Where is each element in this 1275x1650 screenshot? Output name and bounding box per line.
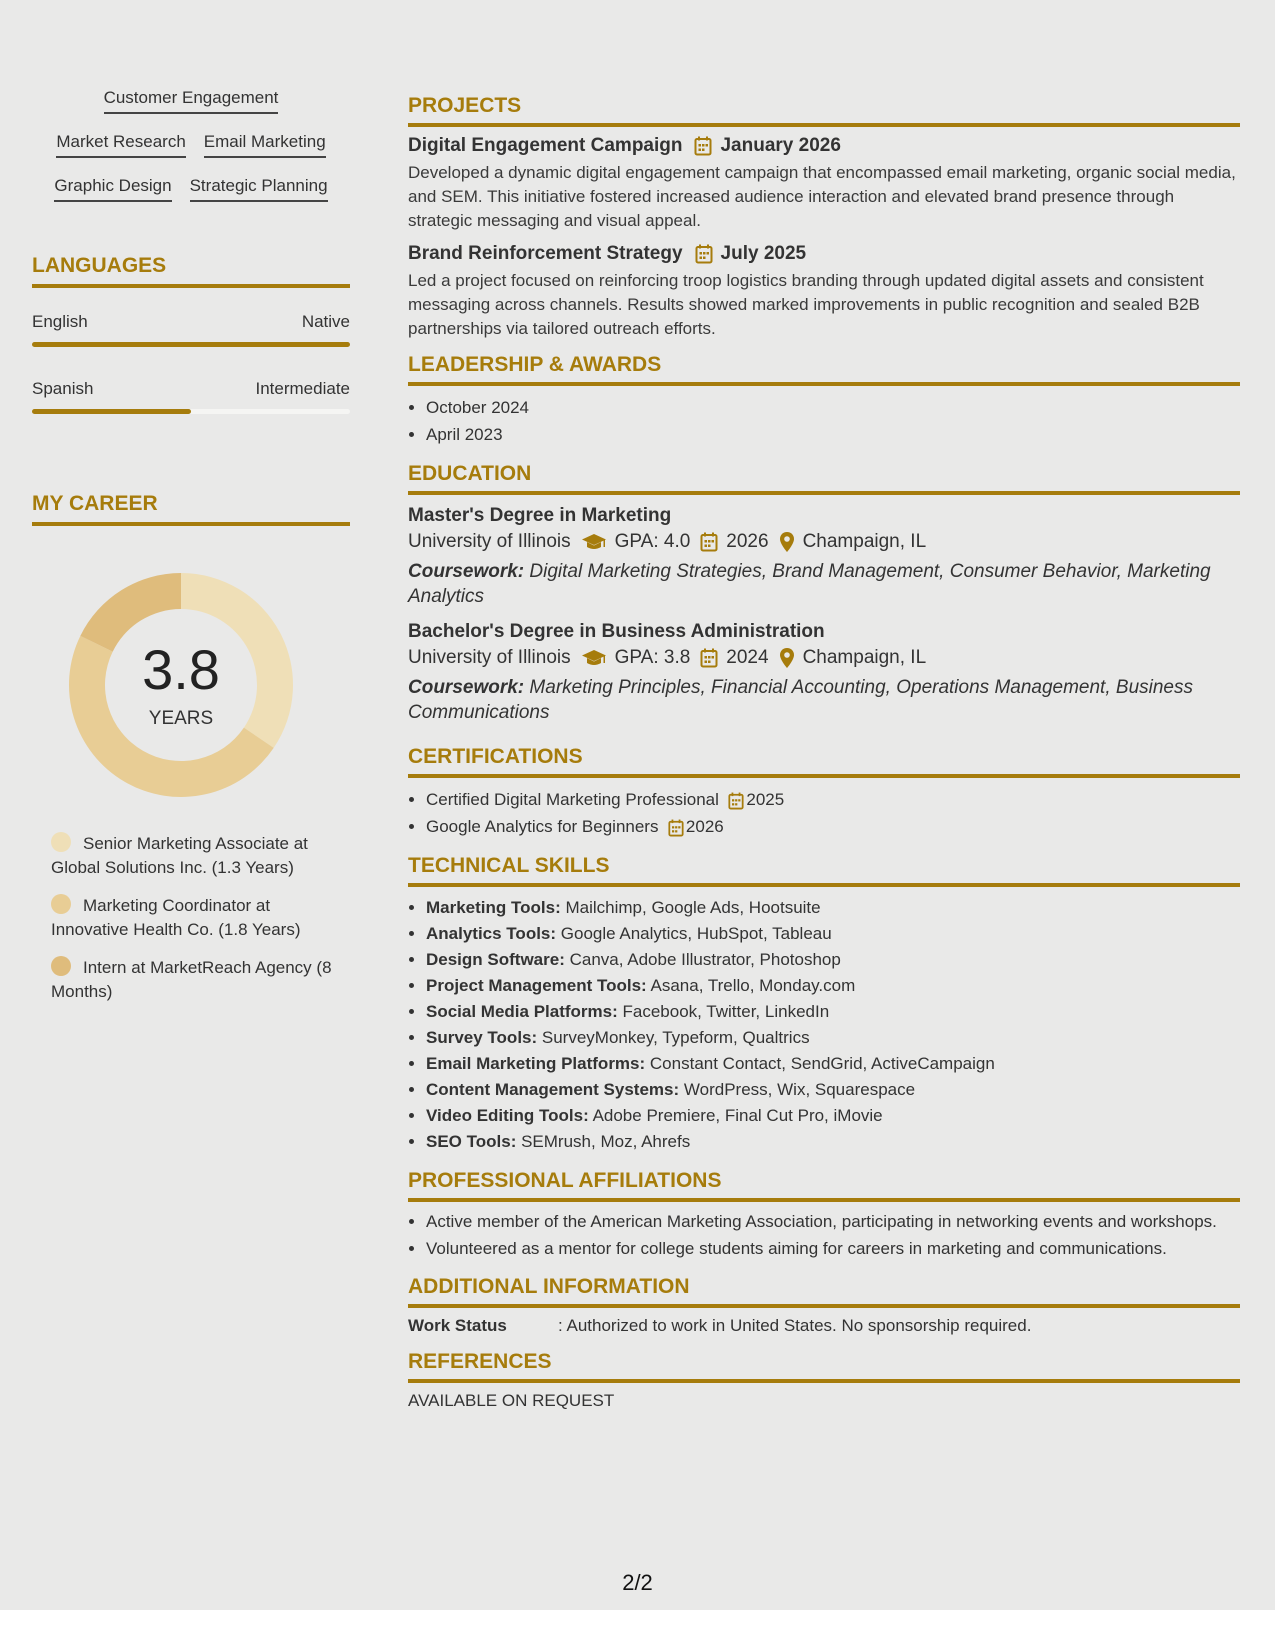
references-value: AVAILABLE ON REQUEST	[408, 1391, 615, 1410]
technical-skill-item	[426, 1103, 1240, 1129]
affiliations-list	[408, 1210, 1240, 1261]
project-description: Led a project focused on reinforcing troop logistics branding through updated digital assets and consistent messaging across channels. Results showed marked improvements in public recognition and sealed B2B partnerships via tailored outreach efforts.	[408, 271, 1204, 338]
skill-chip: Strategic Planning	[190, 176, 328, 202]
list-item: • Volunteered as a mentor for college students aiming for careers in marketing and communications.	[426, 1237, 1240, 1261]
school-name: University of Illinois	[408, 531, 571, 552]
location-pin-icon	[779, 647, 795, 669]
technical-skill-item	[426, 999, 1240, 1025]
leadership-heading: LEADERSHIP & AWARDS	[408, 353, 1240, 386]
coursework: Marketing Principles, Financial Accounting, Operations Management, Business Communications	[408, 677, 1193, 723]
technical-skill-label: Survey Tools:	[426, 1028, 538, 1047]
calendar-icon	[728, 792, 744, 810]
project-title: Brand Reinforcement Strategy	[408, 243, 683, 264]
career-legend-item	[51, 832, 341, 880]
leadership-list	[408, 394, 1240, 448]
technical-skill-item	[426, 895, 1240, 921]
coursework-label: Coursework:	[408, 561, 525, 582]
language-bar-fill	[32, 409, 191, 414]
technical-skill-value: SEMrush, Moz, Ahrefs	[521, 1132, 691, 1151]
skill-chip: Email Marketing	[204, 132, 326, 158]
project-item	[408, 243, 1240, 341]
technical-skill-item	[426, 1129, 1240, 1155]
project-item	[408, 135, 1240, 233]
career-total: 3.8	[142, 638, 220, 701]
technical-skill-value: Canva, Adobe Illustrator, Photoshop	[569, 950, 841, 969]
certification-year: 2025	[746, 790, 785, 809]
calendar-icon	[694, 136, 712, 156]
list-item: • Active member of the American Marketing Association, participating in networking events and workshops.	[426, 1210, 1240, 1234]
technical-skill-value: Adobe Premiere, Final Cut Pro, iMovie	[592, 1106, 883, 1125]
legend-dot	[51, 832, 71, 852]
certification-name: Google Analytics for Beginners	[426, 817, 659, 836]
technical-skill-item	[426, 1077, 1240, 1103]
list-item: • October 2024	[426, 394, 1240, 421]
technical-skill-value: WordPress, Wix, Squarespace	[683, 1080, 916, 1099]
certifications-list	[408, 786, 1240, 840]
calendar-icon	[700, 648, 718, 668]
education-item	[408, 505, 1240, 609]
certifications-heading: CERTIFICATIONS	[408, 745, 1240, 778]
work-status-label: Work Status	[408, 1316, 507, 1335]
additional-info-heading: ADDITIONAL INFORMATION	[408, 1275, 1240, 1308]
technical-skill-value: Asana, Trello, Monday.com	[650, 976, 856, 995]
project-date: January 2026	[720, 135, 841, 156]
language-level: Native	[301, 312, 350, 331]
right-column	[408, 94, 1240, 1411]
technical-skill-label: Design Software:	[426, 950, 565, 969]
technical-skill-value: Mailchimp, Google Ads, Hootsuite	[565, 898, 821, 917]
career-unit: YEARS	[148, 708, 214, 729]
projects-heading: PROJECTS	[408, 94, 1240, 127]
language-name: English	[32, 312, 88, 331]
location: Champaign, IL	[802, 647, 927, 668]
technical-skill-label: Marketing Tools:	[426, 898, 561, 917]
gpa: GPA: 3.8	[614, 647, 691, 668]
career-heading: MY CAREER	[32, 492, 350, 526]
language-name: Spanish	[32, 379, 94, 398]
technical-skill-value: Google Analytics, HubSpot, Tableau	[560, 924, 832, 943]
technical-skill-label: Project Management Tools:	[426, 976, 647, 995]
language-bar	[32, 342, 350, 347]
technical-skill-item	[426, 973, 1240, 999]
affiliations-heading: PROFESSIONAL AFFILIATIONS	[408, 1169, 1240, 1202]
work-status-value: : Authorized to work in United States. No sponsorship required.	[558, 1316, 1032, 1335]
graduation-year: 2024	[726, 647, 769, 668]
graduation-year: 2026	[726, 531, 769, 552]
coursework-label: Coursework:	[408, 677, 525, 698]
gpa: GPA: 4.0	[614, 531, 691, 552]
technical-skill-item	[426, 921, 1240, 947]
certification-name: Certified Digital Marketing Professional	[426, 790, 719, 809]
career-legend-item	[51, 894, 341, 942]
technical-skill-label: Video Editing Tools:	[426, 1106, 589, 1125]
technical-skills-heading: TECHNICAL SKILLS	[408, 854, 1240, 887]
list-item	[426, 786, 1240, 813]
education-heading: EDUCATION	[408, 462, 1240, 495]
languages-heading: LANGUAGES	[32, 254, 350, 288]
career-legend-label: Senior Marketing Associate at Global Solutions Inc. (1.3 Years)	[51, 834, 308, 877]
technical-skill-label: Content Management Systems:	[426, 1080, 680, 1099]
school-name: University of Illinois	[408, 647, 571, 668]
career-legend-label: Marketing Coordinator at Innovative Health Co. (1.8 Years)	[51, 896, 301, 939]
career-donut	[66, 570, 296, 800]
skill-chip: Market Research	[56, 132, 185, 158]
project-date: July 2025	[720, 243, 807, 264]
language-item	[32, 379, 350, 414]
left-column	[32, 88, 350, 1018]
graduation-cap-icon	[581, 532, 607, 552]
references-heading: REFERENCES	[408, 1350, 1240, 1383]
technical-skill-label: Social Media Platforms:	[426, 1002, 618, 1021]
language-bar-fill	[32, 342, 350, 347]
certification-year: 2026	[685, 817, 724, 836]
technical-skill-item	[426, 1051, 1240, 1077]
work-status	[408, 1316, 1240, 1336]
list-item	[426, 813, 1240, 840]
degree-title: Master's Degree in Marketing	[408, 505, 672, 526]
technical-skill-item	[426, 1025, 1240, 1051]
technical-skill-value: Facebook, Twitter, LinkedIn	[622, 1002, 830, 1021]
calendar-icon	[695, 244, 713, 264]
career-legend-item	[51, 956, 341, 1004]
location-pin-icon	[779, 531, 795, 553]
project-description: Developed a dynamic digital engagement campaign that encompassed email marketing, organic social media, and SEM. This initiative fostered increased audience interaction and elevated brand presence through strategic messaging and visual appeal.	[408, 163, 1236, 230]
page-number: 2/2	[622, 1570, 653, 1595]
skills-chips	[32, 88, 350, 202]
technical-skill-value: Constant Contact, SendGrid, ActiveCampaign	[649, 1054, 995, 1073]
skill-chip: Graphic Design	[54, 176, 171, 202]
degree-title: Bachelor's Degree in Business Administration	[408, 621, 825, 642]
legend-dot	[51, 894, 71, 914]
language-item	[32, 312, 350, 347]
calendar-icon	[668, 819, 684, 837]
language-level: Intermediate	[255, 379, 350, 398]
technical-skill-label: Email Marketing Platforms:	[426, 1054, 646, 1073]
education-item	[408, 621, 1240, 725]
technical-skill-value: SurveyMonkey, Typeform, Qualtrics	[541, 1028, 810, 1047]
skill-chip: Customer Engagement	[104, 88, 279, 114]
location: Champaign, IL	[802, 531, 927, 552]
technical-skill-label: Analytics Tools:	[426, 924, 557, 943]
career-legend-label: Intern at MarketReach Agency (8 Months)	[51, 958, 332, 1001]
technical-skills-list	[408, 895, 1240, 1155]
project-title: Digital Engagement Campaign	[408, 135, 683, 156]
list-item: • April 2023	[426, 421, 1240, 448]
technical-skill-label: SEO Tools:	[426, 1132, 517, 1151]
career-legend	[51, 832, 341, 1004]
legend-dot	[51, 956, 71, 976]
graduation-cap-icon	[581, 648, 607, 668]
language-bar	[32, 409, 350, 414]
technical-skill-item	[426, 947, 1240, 973]
coursework: Digital Marketing Strategies, Brand Management, Consumer Behavior, Marketing Analytics	[408, 561, 1211, 607]
calendar-icon	[700, 532, 718, 552]
